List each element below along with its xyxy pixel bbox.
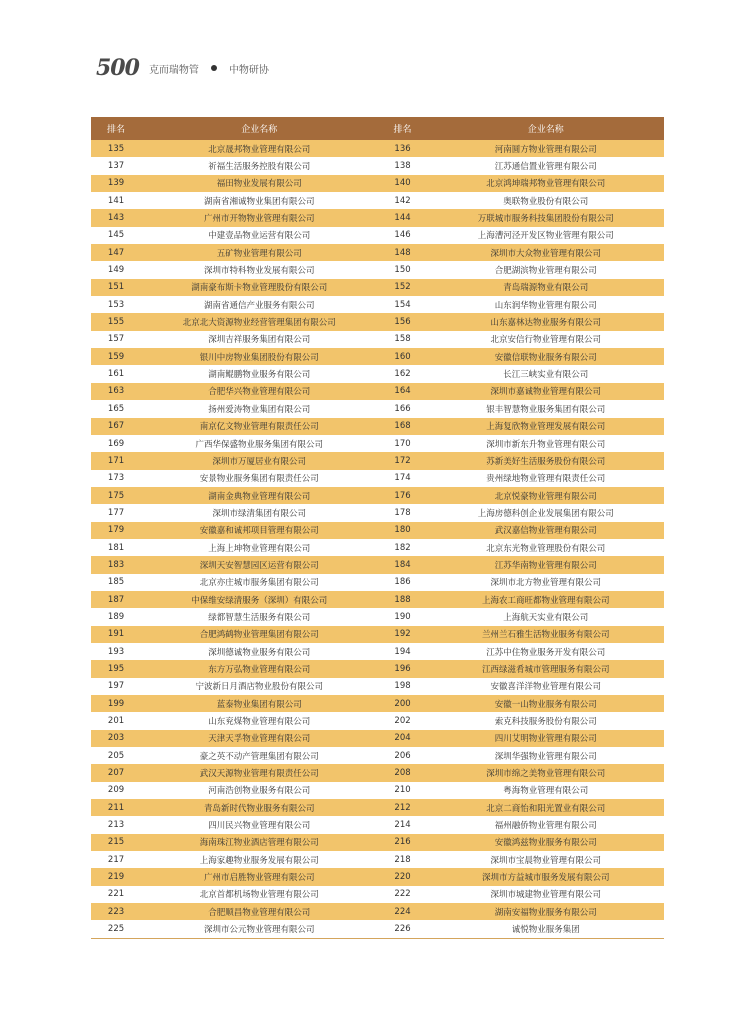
company-name-cell: 上海复欣物业管理发展有限公司 [428,418,664,435]
company-name-cell: 安徽信联物业服务有限公司 [428,348,664,365]
company-name-cell: 深圳市绵之美物业管理有限公司 [428,764,664,781]
table-row [91,470,664,487]
table-row [91,608,664,625]
rank-cell: 184 [377,556,427,573]
table-row [91,591,664,608]
rank-cell: 191 [91,626,141,643]
rank-cell: 206 [377,747,427,764]
company-name-cell: 蓝泰物业集团有限公司 [141,695,377,712]
table-row [91,313,664,330]
rank-cell: 208 [377,764,427,781]
table-row [91,522,664,539]
company-name-cell: 深圳市城建物业管理有限公司 [428,886,664,903]
company-name-cell: 上海漕河泾开发区物业管理有限公司 [428,227,664,244]
company-name-cell: 贵州绿地物业管理有限责任公司 [428,470,664,487]
table-row [91,418,664,435]
company-name-cell: 祈福生活服务控股有限公司 [141,157,377,174]
rank-cell: 221 [91,886,141,903]
rank-cell: 212 [377,799,427,816]
rank-cell: 151 [91,279,141,296]
rank-cell: 214 [377,816,427,833]
rank-cell: 195 [91,660,141,677]
rank-cell: 216 [377,834,427,851]
rank-cell: 174 [377,470,427,487]
company-name-cell: 北京二商怡和阳光置业有限公司 [428,799,664,816]
rank-cell: 163 [91,383,141,400]
table-row [91,730,664,747]
table-row [91,886,664,903]
rank-cell: 153 [91,296,141,313]
rank-cell: 222 [377,886,427,903]
rank-cell: 156 [377,313,427,330]
rank-cell: 136 [377,140,427,157]
table-row [91,556,664,573]
rank-cell: 192 [377,626,427,643]
rank-cell: 224 [377,903,427,920]
table-row [91,799,664,816]
company-name-cell: 合肥华兴物业管理有限公司 [141,383,377,400]
company-name-cell: 五矿物业管理有限公司 [141,244,377,261]
rank-cell: 148 [377,244,427,261]
rank-cell: 201 [91,712,141,729]
company-name-cell: 河南浩创物业服务有限公司 [141,782,377,799]
company-name-cell: 山东嘉林达物业服务有限公司 [428,313,664,330]
rank-cell: 166 [377,400,427,417]
table-row [91,712,664,729]
table-row [91,834,664,851]
rank-cell: 159 [91,348,141,365]
company-name-cell: 福州融侨物业管理有限公司 [428,816,664,833]
company-name-cell: 索克科技服务股份有限公司 [428,712,664,729]
rank-cell: 135 [91,140,141,157]
table-row [91,660,664,677]
company-name-cell: 湖南安福物业服务有限公司 [428,903,664,920]
company-name-cell: 安徽鸿兹物业服务有限公司 [428,834,664,851]
company-name-cell: 深圳市新东升物业管理有限公司 [428,435,664,452]
rank-cell: 177 [91,504,141,521]
rank-cell: 193 [91,643,141,660]
company-name-cell: 江苏中住物业服务开发有限公司 [428,643,664,660]
cric-500-logo: 500 [96,55,139,81]
rank-cell: 194 [377,643,427,660]
rank-cell: 225 [91,920,141,938]
rank-cell: 165 [91,400,141,417]
brand-name: 克而瑞物管 [148,64,199,76]
rank-cell: 146 [377,227,427,244]
rank-cell: 213 [91,816,141,833]
company-name-cell: 河南圆方物业管理有限公司 [428,140,664,157]
company-name-cell: 合肥顺昌物业管理有限公司 [141,903,377,920]
header-name-right: 企业名称 [428,117,664,140]
company-name-cell: 江西绿滋肴城市管理服务有限公司 [428,660,664,677]
rank-cell: 147 [91,244,141,261]
rank-cell: 181 [91,539,141,556]
rank-cell: 161 [91,365,141,382]
table-row [91,279,664,296]
rank-cell: 142 [377,192,427,209]
company-name-cell: 中保维安绿清服务（深圳）有限公司 [141,591,377,608]
table-row [91,261,664,278]
company-name-cell: 北京东光物业管理股份有限公司 [428,539,664,556]
rank-cell: 168 [377,418,427,435]
ranking-table [91,117,664,939]
company-name-cell: 山东兖煤物业管理有限公司 [141,712,377,729]
table-row [91,296,664,313]
company-name-cell: 湖南金典物业管理有限公司 [141,487,377,504]
rank-cell: 139 [91,175,141,192]
company-name-cell: 深圳市嘉诚物业管理有限公司 [428,383,664,400]
company-name-cell: 武汉嘉信物业管理有限公司 [428,522,664,539]
company-name-cell: 银川中房物业集团股份有限公司 [141,348,377,365]
company-name-cell: 湖南省湘诚物业集团有限公司 [141,192,377,209]
company-name-cell: 湖南鲲鹏物业服务有限公司 [141,365,377,382]
table-header-row [91,117,664,140]
company-name-cell: 深圳市宝晨物业管理有限公司 [428,851,664,868]
rank-cell: 203 [91,730,141,747]
company-name-cell: 四川艾明物业管理有限公司 [428,730,664,747]
company-name-cell: 广西华保盛物业服务集团有限公司 [141,435,377,452]
company-name-cell: 湖南省通信产业服务有限公司 [141,296,377,313]
rank-cell: 179 [91,522,141,539]
rank-cell: 172 [377,452,427,469]
company-name-cell: 安徽嘉和诚邦项目管理有限公司 [141,522,377,539]
company-name-cell: 深圳华强物业管理有限公司 [428,747,664,764]
table-row [91,504,664,521]
table-row [91,157,664,174]
company-name-cell: 武汉天源物业管理有限责任公司 [141,764,377,781]
company-name-cell: 上海农工商旺都物业管理有限公司 [428,591,664,608]
company-name-cell: 上海航天实业有限公司 [428,608,664,625]
table-row [91,678,664,695]
rank-cell: 198 [377,678,427,695]
company-name-cell: 天津天孚物业管理有限公司 [141,730,377,747]
company-name-cell: 上海房德科创企业发展集团有限公司 [428,504,664,521]
table-row [91,400,664,417]
header-rank-right: 排名 [377,117,427,140]
company-name-cell: 上海家趣物业服务发展有限公司 [141,851,377,868]
rank-cell: 170 [377,435,427,452]
table-row [91,192,664,209]
company-name-cell: 山东润华物业管理有限公司 [428,296,664,313]
rank-cell: 164 [377,383,427,400]
company-name-cell: 深圳德诚物业服务有限公司 [141,643,377,660]
company-name-cell: 北京晟邦物业管理有限公司 [141,140,377,157]
rank-cell: 178 [377,504,427,521]
rank-cell: 182 [377,539,427,556]
table-row [91,851,664,868]
rank-cell: 205 [91,747,141,764]
table-row [91,868,664,885]
rank-cell: 143 [91,209,141,226]
rank-cell: 141 [91,192,141,209]
table-row [91,695,664,712]
company-name-cell: 深圳市北方物业管理有限公司 [428,574,664,591]
company-name-cell: 广州市启胜物业管理有限公司 [141,868,377,885]
company-name-cell: 江苏通信置业管理有限公司 [428,157,664,174]
company-name-cell: 福田物业发展有限公司 [141,175,377,192]
company-name-cell: 北京北大资源物业经营管理集团有限公司 [141,313,377,330]
table-row [91,435,664,452]
rank-cell: 218 [377,851,427,868]
table-row [91,764,664,781]
rank-cell: 188 [377,591,427,608]
company-name-cell: 青岛新时代物业服务有限公司 [141,799,377,816]
table-row [91,487,664,504]
company-name-cell: 绿都智慧生活服务有限公司 [141,608,377,625]
rank-cell: 180 [377,522,427,539]
table-row [91,747,664,764]
company-name-cell: 中建壹品物业运营有限公司 [141,227,377,244]
company-name-cell: 北京亦庄城市服务集团有限公司 [141,574,377,591]
page-header [96,54,269,82]
rank-cell: 138 [377,157,427,174]
company-name-cell: 扬州爱涛物业集团有限公司 [141,400,377,417]
company-name-cell: 湖南豪布斯卡物业管理股份有限公司 [141,279,377,296]
company-name-cell: 北京鸿坤瑞邦物业管理有限公司 [428,175,664,192]
company-name-cell: 诚悦物业服务集团 [428,920,664,938]
company-name-cell: 安徽一山物业服务有限公司 [428,695,664,712]
rank-cell: 154 [377,296,427,313]
rank-cell: 209 [91,782,141,799]
company-name-cell: 江苏华南物业管理有限公司 [428,556,664,573]
company-name-cell: 北京悦豪物业管理有限公司 [428,487,664,504]
rank-cell: 186 [377,574,427,591]
header-name-left: 企业名称 [141,117,377,140]
company-name-cell: 海南珠江物业酒店管理有限公司 [141,834,377,851]
rank-cell: 140 [377,175,427,192]
company-name-cell: 深圳市绿清集团有限公司 [141,504,377,521]
table-row [91,209,664,226]
company-name-cell: 粤海物业管理有限公司 [428,782,664,799]
company-name-cell: 兰州兰石雅生活物业服务有限公司 [428,626,664,643]
company-name-cell: 安景物业服务集团有限责任公司 [141,470,377,487]
table-row [91,383,664,400]
rank-cell: 219 [91,868,141,885]
company-name-cell: 深圳市大众物业管理有限公司 [428,244,664,261]
header-rank-left: 排名 [91,117,141,140]
table-row [91,920,664,938]
rank-cell: 217 [91,851,141,868]
company-name-cell: 奥联物业股份有限公司 [428,192,664,209]
rank-cell: 167 [91,418,141,435]
company-name-cell: 北京首都机场物业管理有限公司 [141,886,377,903]
company-name-cell: 合肥湖滨物业管理有限公司 [428,261,664,278]
company-name-cell: 四川民兴物业管理有限公司 [141,816,377,833]
table-row [91,643,664,660]
rank-cell: 158 [377,331,427,348]
rank-cell: 176 [377,487,427,504]
company-name-cell: 南京亿文物业管理有限责任公司 [141,418,377,435]
company-name-cell: 深圳吉祥服务集团有限公司 [141,331,377,348]
table-row [91,244,664,261]
company-name-cell: 苏新美好生活服务股份有限公司 [428,452,664,469]
rank-cell: 200 [377,695,427,712]
table-row [91,452,664,469]
rank-cell: 211 [91,799,141,816]
rank-cell: 157 [91,331,141,348]
table-row [91,626,664,643]
rank-cell: 152 [377,279,427,296]
company-name-cell: 深圳市公元物业管理有限公司 [141,920,377,938]
company-name-cell: 万联城市服务科技集团股份有限公司 [428,209,664,226]
rank-cell: 196 [377,660,427,677]
rank-cell: 185 [91,574,141,591]
rank-cell: 175 [91,487,141,504]
rank-cell: 226 [377,920,427,938]
association-name: 中物研协 [228,64,269,76]
table-row [91,365,664,382]
rank-cell: 171 [91,452,141,469]
table-row [91,175,664,192]
rank-cell: 202 [377,712,427,729]
company-name-cell: 广州市开物物业管理有限公司 [141,209,377,226]
company-name-cell: 宁波新日月酒店物业股份有限公司 [141,678,377,695]
rank-cell: 189 [91,608,141,625]
table-row [91,574,664,591]
company-name-cell: 深圳市方益城市服务发展有限公司 [428,868,664,885]
rank-cell: 210 [377,782,427,799]
rank-cell: 162 [377,365,427,382]
rank-cell: 199 [91,695,141,712]
table-row [91,816,664,833]
table-row [91,539,664,556]
table-row [91,903,664,920]
rank-cell: 220 [377,868,427,885]
rank-cell: 187 [91,591,141,608]
company-name-cell: 上海上坤物业管理有限公司 [141,539,377,556]
company-name-cell: 银丰智慧物业服务集团有限公司 [428,400,664,417]
rank-cell: 215 [91,834,141,851]
rank-cell: 149 [91,261,141,278]
rank-cell: 155 [91,313,141,330]
table-row [91,331,664,348]
rank-cell: 144 [377,209,427,226]
rank-cell: 223 [91,903,141,920]
rank-cell: 160 [377,348,427,365]
rank-cell: 197 [91,678,141,695]
rank-cell: 190 [377,608,427,625]
table-row [91,782,664,799]
rank-cell: 183 [91,556,141,573]
company-name-cell: 豪之英不动产管理集团有限公司 [141,747,377,764]
company-name-cell: 北京安信行物业管理有限公司 [428,331,664,348]
rank-cell: 169 [91,435,141,452]
table-row [91,348,664,365]
rank-cell: 137 [91,157,141,174]
company-name-cell: 深圳市特科物业发展有限公司 [141,261,377,278]
company-name-cell: 合肥鸿鹤物业管理集团有限公司 [141,626,377,643]
separator-dot-icon [211,65,217,71]
company-name-cell: 长江三峡实业有限公司 [428,365,664,382]
company-name-cell: 青岛瑞源物业有限公司 [428,279,664,296]
rank-cell: 150 [377,261,427,278]
rank-cell: 204 [377,730,427,747]
company-name-cell: 深圳市万厦居业有限公司 [141,452,377,469]
table-row [91,140,664,157]
company-name-cell: 东方万弘物业管理有限公司 [141,660,377,677]
company-name-cell: 安徽喜洋洋物业管理有限公司 [428,678,664,695]
table-row [91,227,664,244]
rank-cell: 173 [91,470,141,487]
company-name-cell: 深圳天安智慧园区运营有限公司 [141,556,377,573]
rank-cell: 145 [91,227,141,244]
rank-cell: 207 [91,764,141,781]
